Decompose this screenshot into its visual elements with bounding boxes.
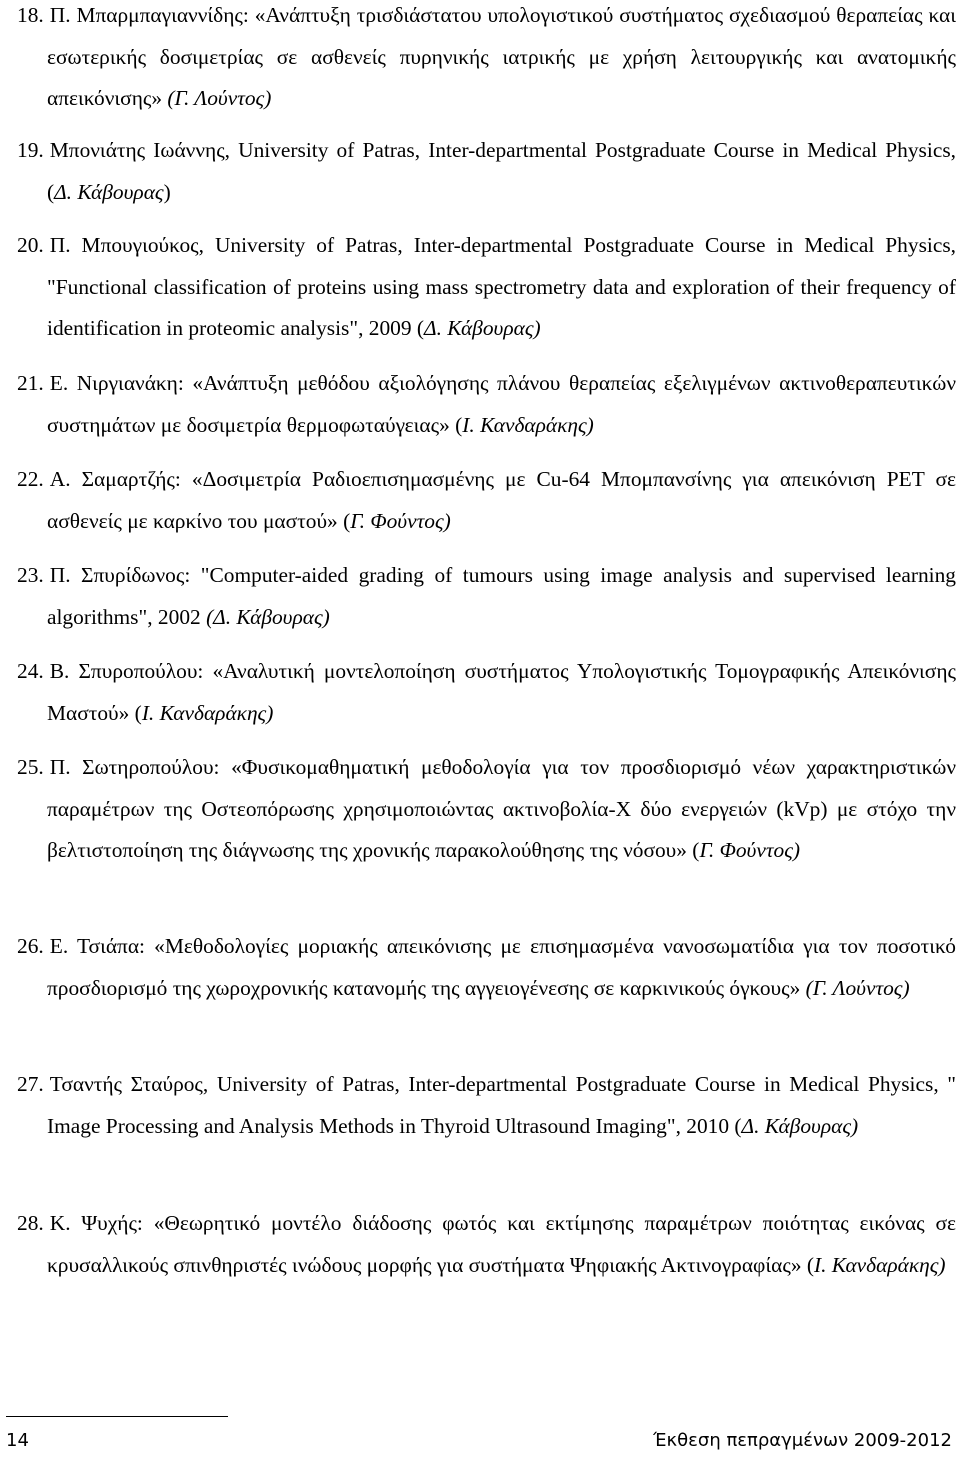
list-item	[17, 1064, 956, 1147]
item-number: 28.	[17, 1211, 44, 1235]
item-number: 19.	[17, 138, 44, 162]
item-number: 21.	[17, 371, 44, 395]
item-text: Τσαντής Σταύρος, University of Patras, Inter-departmental Postgraduate Course in Medical Physics, " Image Processing and Analysis Methods in Thyroid Ultrasound Imaging", 2010 (	[47, 1072, 956, 1138]
item-text: Ε. Τσιάπα: «Μεθοδολογίες μοριακής απεικόνισης με επισημασμένα νανοσωματίδια για τον ποσοτικό προσδιορισμό της χωροχρονικής κατανομής της αγγειογένεσης σε καρκινικούς όγκους»	[47, 934, 956, 1000]
item-text: Π. Μπουγιούκος, University of Patras, Inter-departmental Postgraduate Course in Medical Physics, "Functional classification of proteins using mass spectrometry data and exploration of their frequency of identification in proteomic analysis", 2009 (	[47, 233, 956, 341]
item-text: Π. Σπυρίδωνος: "Computer-aided grading of tumours using image analysis and supervised learning algorithms", 2002	[47, 563, 956, 629]
list-item	[17, 459, 956, 542]
item-number: 27.	[17, 1072, 44, 1096]
item-tail: )	[163, 179, 171, 204]
list-item	[17, 0, 956, 120]
supervisor: (Γ. Λούντος)	[167, 86, 272, 111]
supervisor: Δ. Κάβουρας)	[741, 1113, 859, 1138]
item-text: Ε. Νιργιανάκη: «Ανάπτυξη μεθόδου αξιολόγησης πλάνου θεραπείας εξελιγμένων ακτινοθεραπευτικών συστημάτων με δοσιμετρία θερμοφωταύγειας» (	[47, 371, 956, 437]
supervisor: Δ. Κάβουρας)	[424, 316, 541, 341]
list-item	[17, 130, 956, 213]
report-title: Έκθεση πεπραγμένων 2009-2012	[653, 1430, 952, 1451]
supervisor: Δ. Κάβουρας	[54, 179, 164, 204]
item-text: Μπονιάτης Ιωάννης, University of Patras, Inter-departmental Postgraduate Course in Medical Physics, (	[47, 138, 956, 204]
item-number: 24.	[17, 659, 44, 683]
item-text: Β. Σπυροπούλου: «Αναλυτική μοντελοποίηση συστήματος Υπολογιστικής Τομογραφικής Απεικόνισης Μαστού» (	[47, 659, 956, 725]
supervisor: (Γ. Λούντος)	[805, 975, 910, 1000]
supervisor: Γ. Φούντος)	[699, 838, 801, 863]
item-number: 22.	[17, 467, 44, 491]
list-item	[17, 363, 956, 446]
item-text: Π. Μπαρμπαγιαννίδης: «Ανάπτυξη τρισδιάστατου υπολογιστικού συστήματος σχεδιασμού θεραπείας και εσωτερικής δοσιμετρίας σε ασθενείς πυρηνικής ιατρικής με χρήση λειτουργικής και ανατομικής απεικόνισης»	[47, 3, 956, 111]
list-item	[17, 747, 956, 872]
list-item	[17, 225, 956, 350]
item-number: 18.	[17, 3, 44, 27]
item-number: 25.	[17, 755, 44, 779]
supervisor: Ι. Κανδαράκης)	[813, 1252, 946, 1277]
item-text: Π. Σωτηροπούλου: «Φυσικομαθηματική μεθοδολογία για τον προσδιορισμό νέων χαρακτηριστικών παραμέτρων της Οστεοπόρωσης χρησιμοποιώντας ακτινοβολία-Χ δύο ενεργειών (kVp) με στόχο την βελτιστοποίηση της διάγνωσης της χρονικής παρακολούθησης της νόσου» (	[47, 755, 956, 863]
list-item	[17, 555, 956, 638]
item-text: Α. Σαμαρτζής: «Δοσιμετρία Ραδιοεπισημασμένης με Cu-64 Μπομπανσίνης για απεικόνιση PET σε ασθενείς με καρκίνο του μαστού» (	[47, 467, 956, 533]
list-item	[17, 651, 956, 734]
supervisor: (Δ. Κάβουρας)	[206, 604, 330, 629]
list-item	[17, 1203, 956, 1286]
supervisor: Ι. Κανδαράκης)	[462, 412, 594, 437]
item-number: 20.	[17, 233, 44, 257]
list-item	[17, 926, 956, 1009]
item-text: Κ. Ψυχής: «Θεωρητικό μοντέλο διάδοσης φωτός και εκτίμησης παραμέτρων ποιότητας εικόνας σε κρυσαλλικούς σπινθηριστές ινώδους μορφής για συστήματα Ψηφιακής Ακτινογραφίας» (	[47, 1211, 956, 1277]
item-number: 23.	[17, 563, 44, 587]
supervisor: Γ. Φούντος)	[350, 508, 451, 533]
footer-divider	[6, 1416, 228, 1417]
item-number: 26.	[17, 934, 44, 958]
supervisor: Ι. Κανδαράκης)	[141, 700, 274, 725]
page-number: 14	[6, 1430, 29, 1451]
